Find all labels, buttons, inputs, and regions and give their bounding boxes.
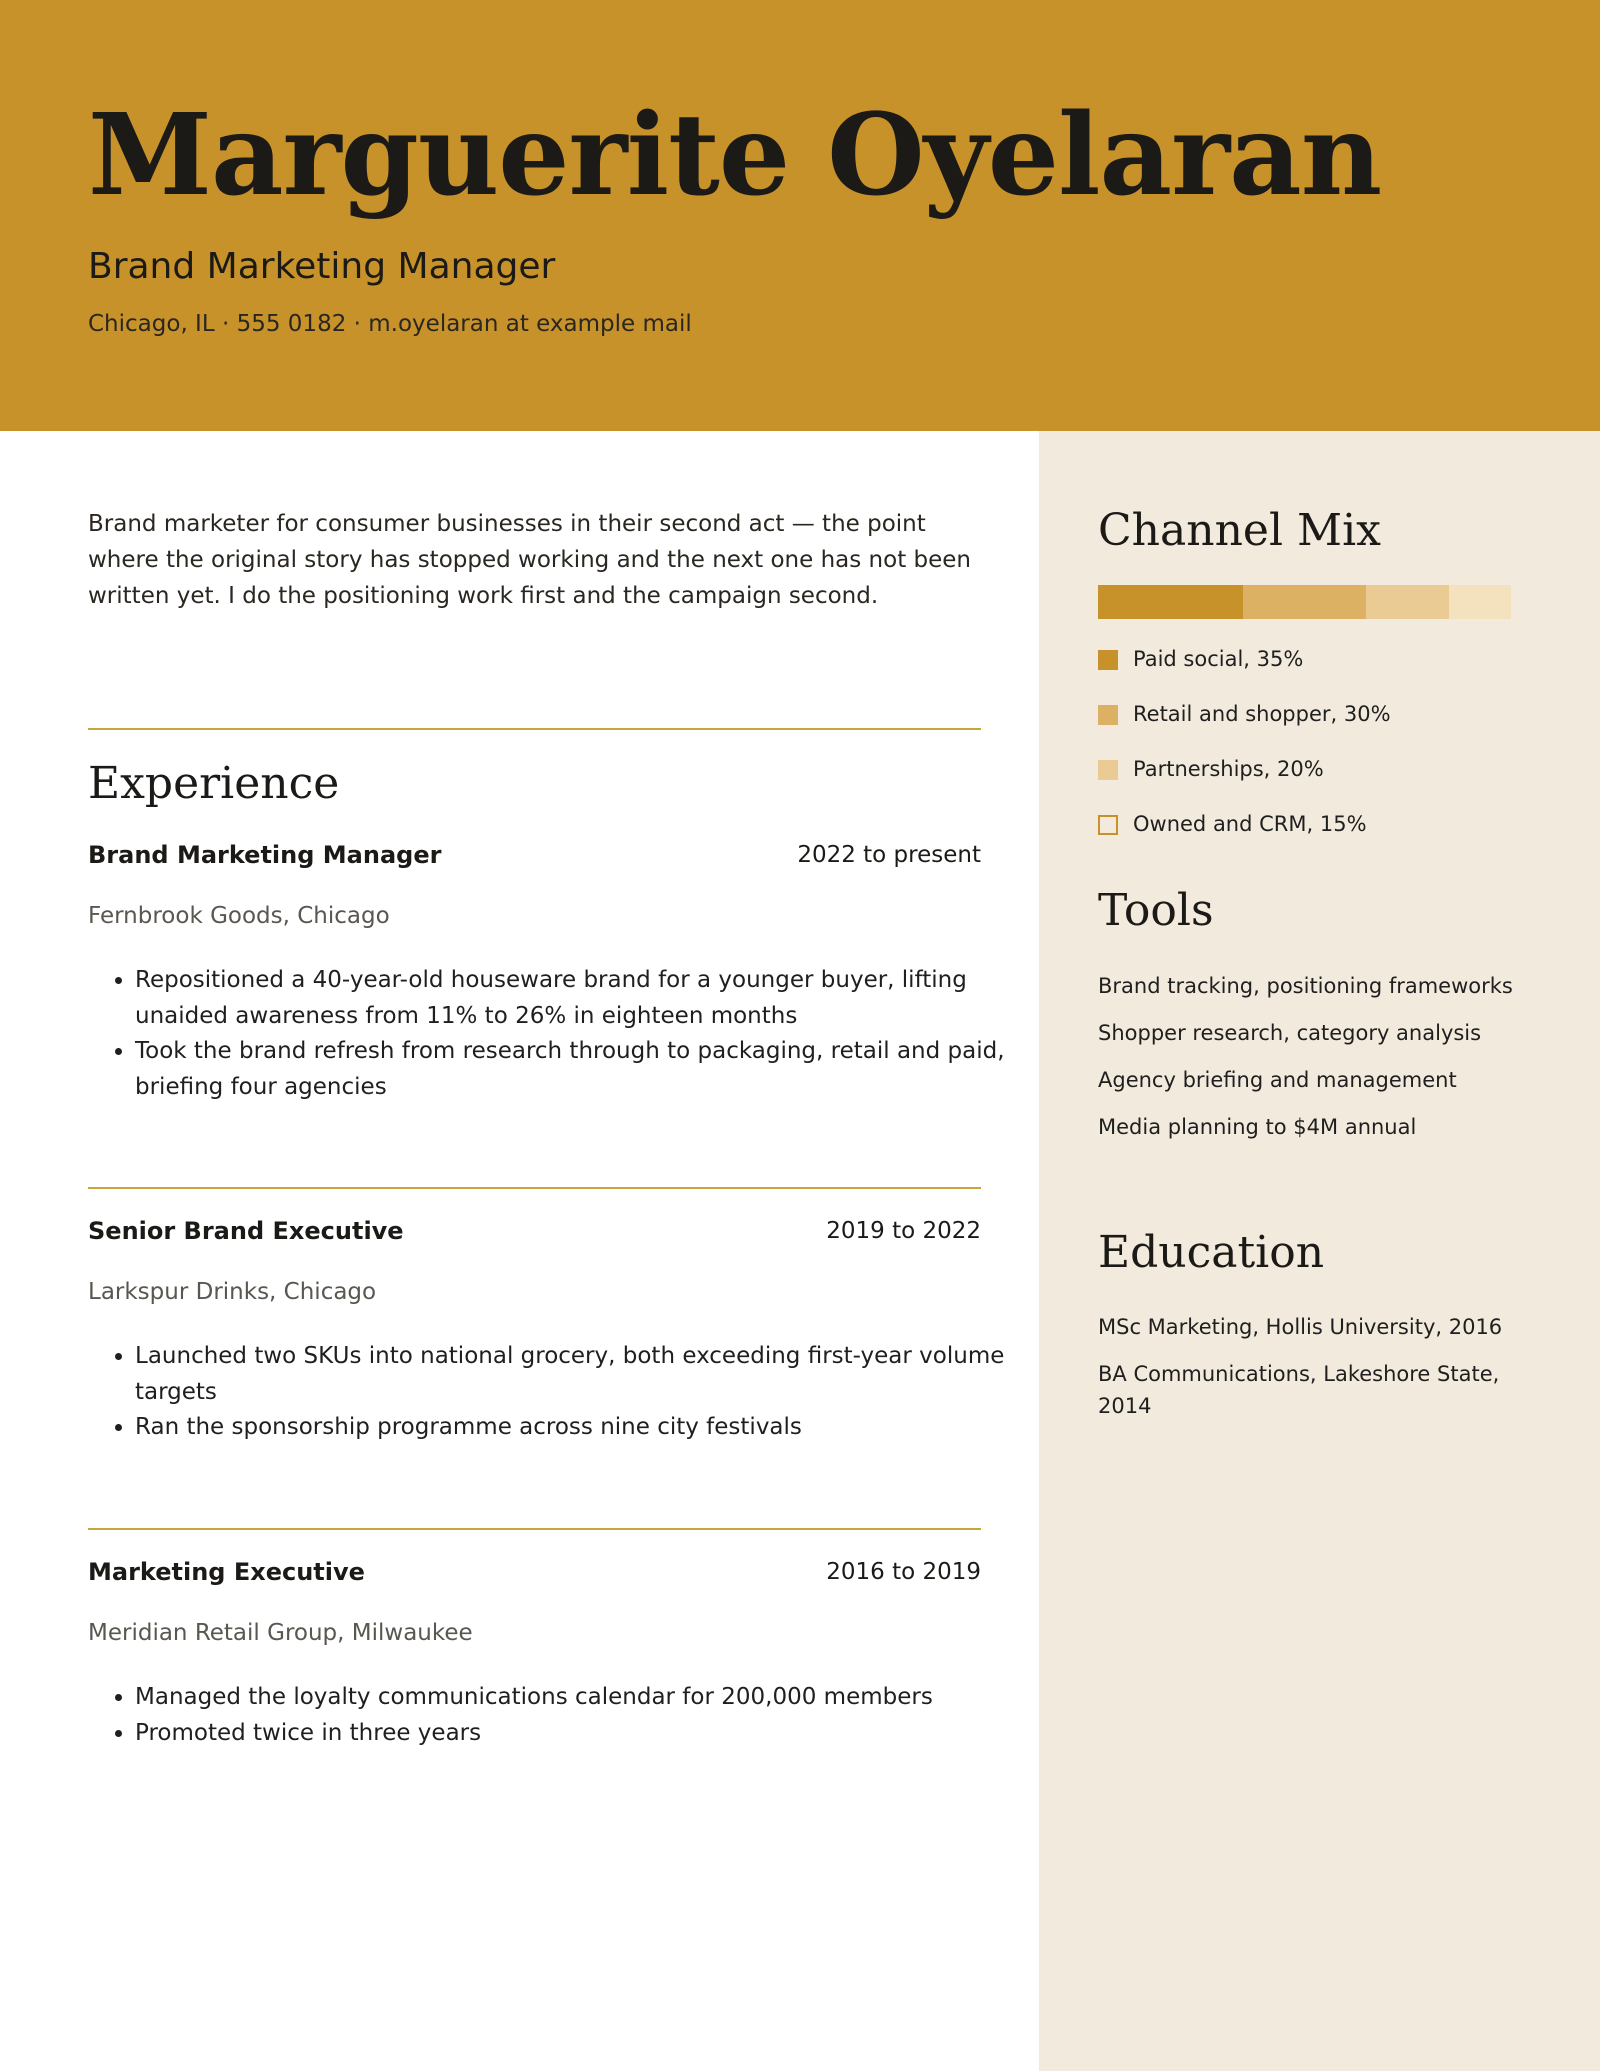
job-title: Senior Brand Executive [88,1217,404,1245]
job-dates: 2022 to present [797,842,981,868]
legend-label: Partnerships, 20% [1133,757,1324,781]
list-item: • Took the brand refresh from research through to packaging, retail and paid, briefing four agencies [135,1034,1055,1105]
job-company: Fernbrook Goods, Chicago [88,903,390,929]
legend-swatch [1098,650,1118,670]
education-heading: Education [1098,1227,1325,1278]
contact-line: Chicago, IL · 555 0182 · m.oyelaran at example mail [88,311,692,337]
job-bullets [88,1680,1055,1751]
section-divider [88,728,981,730]
list-item: • Repositioned a 40-year-old houseware brand for a younger buyer, lifting unaided awareness from 11% to 26% in eighteen months [135,963,1055,1034]
job-title: Marketing Executive [88,1558,365,1586]
tool-item: Media planning to $4M annual [1098,1115,1417,1139]
experience-heading: Experience [88,758,340,809]
list-item: • Promoted twice in three years [135,1716,1055,1752]
job-bullets [88,1339,1055,1446]
candidate-name: Marguerite Oyelaran [88,90,1382,221]
job-dates: 2019 to 2022 [826,1218,981,1244]
list-item: • Ran the sponsorship programme across nine city festivals [135,1410,1055,1446]
legend-swatch [1098,705,1118,725]
list-item: • Managed the loyalty communications calendar for 200,000 members [135,1680,1055,1716]
job-divider [88,1187,981,1189]
summary-text: Brand marketer for consumer businesses in their second act — the point where the original story has stopped working and the next one has not been written yet. I do the positioning work first and the campaign second. [88,511,972,609]
mix-segment-retail [1243,585,1367,619]
mix-segment-owned-crm [1449,585,1511,619]
tools-heading: Tools [1098,885,1214,936]
mix-segment-partnerships [1366,585,1449,619]
list-item: • Launched two SKUs into national grocery, both exceeding first-year volume targets [135,1339,1055,1410]
channel-mix-heading: Channel Mix [1098,505,1381,556]
tool-item: Agency briefing and management [1098,1068,1457,1092]
legend-label: Owned and CRM, 15% [1133,812,1367,836]
legend-swatch [1098,815,1118,835]
mix-segment-paid-social [1098,585,1243,619]
legend-label: Paid social, 35% [1133,647,1304,671]
header-band [0,0,1600,431]
legend-label: Retail and shopper, 30% [1133,702,1391,726]
tool-item: Brand tracking, positioning frameworks [1098,974,1513,998]
education-item: MSc Marketing, Hollis University, 2016 [1098,1315,1503,1339]
job-title: Brand Marketing Manager [88,841,442,869]
job-divider [88,1528,981,1530]
tool-item: Shopper research, category analysis [1098,1021,1482,1045]
job-bullets [88,963,1055,1105]
job-company: Meridian Retail Group, Milwaukee [88,1620,473,1646]
job-company: Larkspur Drinks, Chicago [88,1279,377,1305]
education-item: BA Communications, Lakeshore State, 2014 [1098,1362,1500,1418]
channel-mix-bar [1098,585,1511,619]
legend-swatch [1098,760,1118,780]
job-dates: 2016 to 2019 [826,1559,981,1585]
candidate-role: Brand Marketing Manager [88,246,556,287]
